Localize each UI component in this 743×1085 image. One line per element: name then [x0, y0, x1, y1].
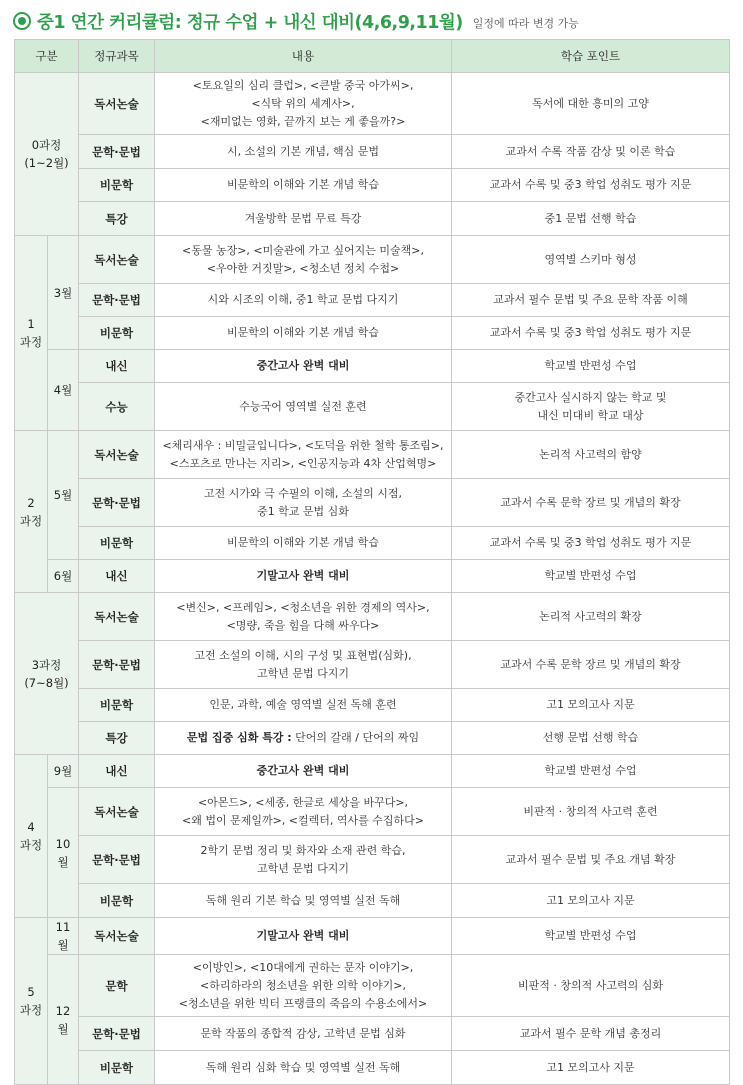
point-cell: 독서에 대한 흥미의 고양 — [452, 73, 730, 135]
subject-cell: 비문학 — [79, 169, 155, 202]
point-line: 중간고사 실시하지 않는 학교 및 — [514, 390, 667, 404]
content-cell: 독해 원리 기본 학습 및 영역별 실전 독해 — [155, 884, 452, 918]
content-line: <청소년을 위한 빅터 프랭클의 죽음의 수용소에서> — [178, 996, 428, 1010]
subject-cell: 독서논술 — [79, 431, 155, 479]
content-cell: 비문학의 이해와 기본 개념 학습 — [155, 317, 452, 350]
point-cell: 교과서 수록 작품 감상 및 이론 학습 — [452, 135, 730, 169]
table-row — [15, 955, 730, 1017]
table-row — [15, 788, 730, 836]
content-cell — [155, 593, 452, 641]
course-cell — [15, 755, 48, 918]
subject-cell: 특강 — [79, 202, 155, 236]
subject-cell: 문학·문법 — [79, 641, 155, 689]
point-cell — [452, 383, 730, 431]
content-cell: 기말고사 완벽 대비 — [155, 560, 452, 593]
content-line: <재미없는 영화, 끝까지 보는 게 좋을까?> — [200, 114, 406, 128]
content-cell — [155, 788, 452, 836]
point-cell: 교과서 수록 문학 장르 및 개념의 확장 — [452, 479, 730, 527]
content-line: <명량, 죽을 힘을 다해 싸우다> — [226, 618, 380, 632]
subject-cell: 비문학 — [79, 884, 155, 918]
table-row — [15, 836, 730, 884]
point-cell: 교과서 수록 문학 장르 및 개념의 확장 — [452, 641, 730, 689]
course-label: 과정 — [19, 1003, 43, 1017]
subject-cell: 비문학 — [79, 317, 155, 350]
content-rest: 단어의 갈래 / 단어의 짜임 — [291, 731, 420, 744]
point-cell: 교과서 수록 및 중3 학업 성취도 평가 지문 — [452, 527, 730, 560]
header-content: 내용 — [155, 40, 452, 73]
point-cell: 교과서 필수 문학 개념 총정리 — [452, 1017, 730, 1051]
content-line: <왜 법이 문제일까>, <컬렉터, 역사를 수집하다> — [182, 813, 424, 827]
subject-cell: 비문학 — [79, 527, 155, 560]
table-row — [15, 722, 730, 755]
table-row — [15, 755, 730, 788]
point-cell: 비판적 · 창의적 사고력 훈련 — [452, 788, 730, 836]
table-row — [15, 560, 730, 593]
course-label: 5 — [27, 985, 35, 999]
month-cell: 5월 — [48, 431, 79, 560]
course-label: 과정 — [19, 513, 43, 528]
content-line: 고전 시가와 극 수필의 이해, 소설의 시점, — [204, 486, 402, 500]
bullet-circle-icon — [13, 12, 31, 30]
subject-cell: 문학 — [79, 955, 155, 1017]
subject-cell: 문학·문법 — [79, 284, 155, 317]
course-label: 4 — [27, 820, 35, 834]
table-row — [15, 479, 730, 527]
content-line: <식탁 위의 세계사>, — [251, 96, 355, 110]
table-row — [15, 527, 730, 560]
month-cell: 6월 — [48, 560, 79, 593]
content-cell — [155, 236, 452, 284]
course-period: (7~8월) — [24, 675, 69, 690]
point-cell: 학교별 반편성 수업 — [452, 918, 730, 955]
course-cell — [15, 918, 48, 1085]
content-bold: 문법 집중 심화 특강 : — [186, 731, 292, 744]
subject-cell: 내신 — [79, 755, 155, 788]
subject-cell: 수능 — [79, 383, 155, 431]
table-header-row — [15, 40, 730, 73]
curriculum-table — [14, 39, 730, 1085]
schedule-note: 일정에 따라 변경 가능 — [472, 17, 579, 30]
course-cell — [15, 73, 79, 236]
month-cell: 3월 — [48, 236, 79, 350]
table-row — [15, 918, 730, 955]
subject-cell: 독서논술 — [79, 788, 155, 836]
subject-cell: 비문학 — [79, 1051, 155, 1085]
point-cell: 교과서 수록 및 중3 학업 성취도 평가 지문 — [452, 317, 730, 350]
table-row — [15, 641, 730, 689]
point-cell: 학교별 반편성 수업 — [452, 560, 730, 593]
content-line: <스포츠로 만나는 지리>, <인공지능과 4차 산업혁명> — [169, 456, 437, 470]
content-cell — [155, 479, 452, 527]
content-cell: 독해 원리 심화 학습 및 영역별 실전 독해 — [155, 1051, 452, 1085]
page-title: 중1 연간 커리큘럼: 정규 수업 + 내신 대비(4,6,9,11월) — [37, 12, 463, 33]
content-line: <체리새우 : 비밀글입니다>, <도덕을 위한 철학 통조림>, — [162, 438, 444, 452]
month-cell: 9월 — [48, 755, 79, 788]
point-cell: 교과서 필수 문법 및 주요 문학 작품 이해 — [452, 284, 730, 317]
content-cell — [155, 641, 452, 689]
content-cell: 중간고사 완벽 대비 — [155, 755, 452, 788]
course-label: 과정 — [19, 335, 43, 349]
content-cell: 비문학의 이해와 기본 개념 학습 — [155, 169, 452, 202]
point-cell: 논리적 사고력의 함양 — [452, 431, 730, 479]
content-line: <이방인>, <10대에게 권하는 문자 이야기>, — [192, 960, 414, 974]
page-header — [13, 9, 579, 33]
content-line: <동물 농장>, <미술관에 가고 싶어지는 미술책>, — [182, 243, 424, 257]
content-line: <변신>, <프레임>, <청소년을 위한 경제의 역사>, — [176, 600, 430, 614]
content-cell — [155, 955, 452, 1017]
point-cell: 비판적 · 창의적 사고력의 심화 — [452, 955, 730, 1017]
subject-cell: 독서논술 — [79, 73, 155, 135]
subject-cell: 문학·문법 — [79, 1017, 155, 1051]
content-cell: 시, 소설의 기본 개념, 핵심 문법 — [155, 135, 452, 169]
table-row — [15, 236, 730, 284]
point-cell: 교과서 수록 및 중3 학업 성취도 평가 지문 — [452, 169, 730, 202]
table-row — [15, 317, 730, 350]
header-learning-point: 학습 포인트 — [452, 40, 730, 73]
content-line: 2학기 문법 정리 및 화자와 소재 관련 학습, — [200, 843, 406, 857]
table-row — [15, 202, 730, 236]
table-row — [15, 431, 730, 479]
table-row — [15, 73, 730, 135]
point-cell: 고1 모의고사 지문 — [452, 1051, 730, 1085]
header-subject: 정규과목 — [79, 40, 155, 73]
content-cell: 비문학의 이해와 기본 개념 학습 — [155, 527, 452, 560]
month-cell: 11월 — [48, 918, 79, 955]
table-row — [15, 383, 730, 431]
table-row — [15, 1051, 730, 1085]
content-line: 고학년 문법 다지기 — [256, 666, 349, 680]
subject-cell: 문학·문법 — [79, 836, 155, 884]
content-line: <토요일의 심리 클럽>, <큰발 중국 아가씨>, — [192, 78, 414, 92]
table-row — [15, 350, 730, 383]
content-line: <하리하라의 청소년을 위한 의학 이야기>, — [200, 978, 406, 992]
table-row — [15, 284, 730, 317]
subject-cell: 독서논술 — [79, 593, 155, 641]
content-cell — [155, 73, 452, 135]
month-cell: 4월 — [48, 350, 79, 431]
content-cell — [155, 431, 452, 479]
subject-cell: 문학·문법 — [79, 479, 155, 527]
course-cell — [15, 236, 48, 431]
course-label: 1 — [27, 317, 35, 331]
subject-cell: 문학·문법 — [79, 135, 155, 169]
content-cell: 중간고사 완벽 대비 — [155, 350, 452, 383]
course-period: (1~2월) — [24, 156, 69, 170]
subject-cell: 독서논술 — [79, 236, 155, 284]
table-row — [15, 689, 730, 722]
subject-cell: 내신 — [79, 350, 155, 383]
point-cell: 고1 모의고사 지문 — [452, 884, 730, 918]
point-line: 내신 미대비 학교 대상 — [537, 408, 644, 422]
content-cell — [155, 836, 452, 884]
content-line: <우아한 거짓말>, <청소년 정치 수첩> — [206, 261, 400, 275]
point-cell: 영역별 스키마 형성 — [452, 236, 730, 284]
subject-cell: 비문학 — [79, 689, 155, 722]
point-cell: 교과서 필수 문법 및 주요 개념 확장 — [452, 836, 730, 884]
point-cell: 학교별 반편성 수업 — [452, 350, 730, 383]
course-cell — [15, 431, 48, 593]
point-cell: 고1 모의고사 지문 — [452, 689, 730, 722]
subject-cell: 독서논술 — [79, 918, 155, 955]
course-label: 과정 — [19, 838, 43, 852]
content-cell: 겨울방학 문법 무료 특강 — [155, 202, 452, 236]
month-cell: 12월 — [48, 955, 79, 1085]
content-line: 중1 학교 문법 심화 — [257, 504, 349, 518]
content-line: <아몬드>, <세종, 한글로 세상을 바꾸다>, — [197, 795, 409, 809]
content-line: 고전 소설의 이해, 시의 구성 및 표현법(심화), — [194, 648, 412, 662]
content-cell — [155, 722, 452, 755]
content-line: 고학년 문법 다지기 — [256, 861, 349, 875]
point-cell: 선행 문법 선행 학습 — [452, 722, 730, 755]
content-cell: 시와 시조의 이해, 중1 학교 문법 다지기 — [155, 284, 452, 317]
content-cell: 문학 작품의 종합적 감상, 고학년 문법 심화 — [155, 1017, 452, 1051]
month-cell: 10월 — [48, 788, 79, 918]
course-cell — [15, 593, 79, 755]
table-row — [15, 169, 730, 202]
table-row — [15, 884, 730, 918]
course-label: 3과정 — [31, 657, 62, 672]
point-cell: 학교별 반편성 수업 — [452, 755, 730, 788]
point-cell: 논리적 사고력의 확장 — [452, 593, 730, 641]
header-division: 구분 — [15, 40, 79, 73]
course-label: 0과정 — [31, 138, 62, 152]
subject-cell: 특강 — [79, 722, 155, 755]
content-cell: 기말고사 완벽 대비 — [155, 918, 452, 955]
point-cell: 중1 문법 선행 학습 — [452, 202, 730, 236]
table-row — [15, 593, 730, 641]
table-row — [15, 135, 730, 169]
table-row — [15, 1017, 730, 1051]
content-cell: 수능국어 영역별 실전 훈련 — [155, 383, 452, 431]
content-cell: 인문, 과학, 예술 영역별 실전 독해 훈련 — [155, 689, 452, 722]
subject-cell: 내신 — [79, 560, 155, 593]
course-label: 2 — [27, 495, 35, 510]
